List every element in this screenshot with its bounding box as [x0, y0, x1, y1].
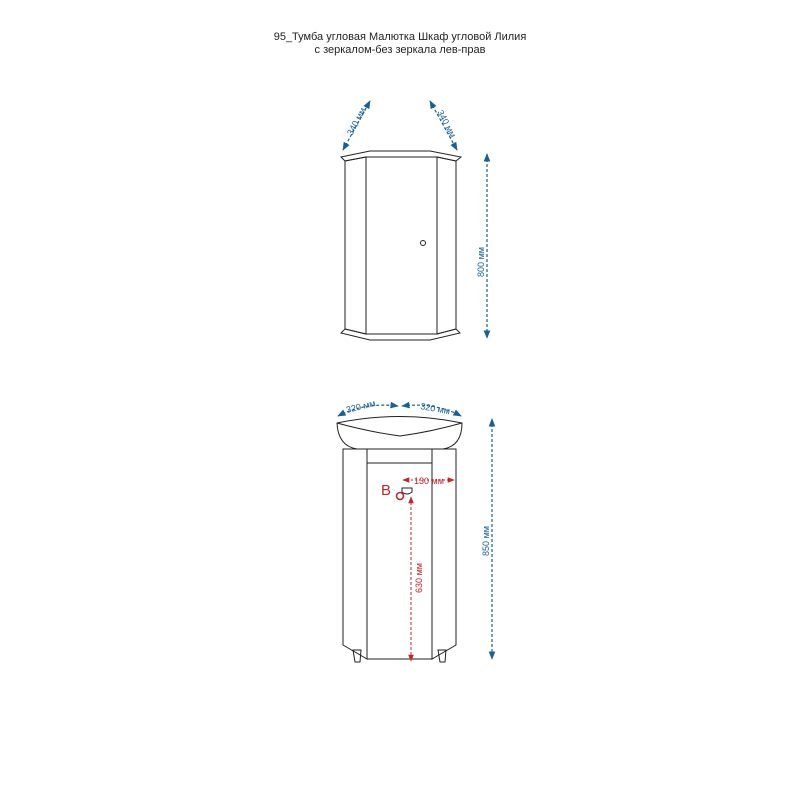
cabinet-depth-left-label: 340 мм [344, 105, 368, 137]
vanity-depth-right-label: 320 мм [419, 401, 451, 417]
cabinet-door [366, 157, 437, 334]
corner-vanity [337, 417, 462, 663]
vanity-left-side [343, 449, 367, 659]
outlet-circle [397, 493, 404, 500]
title-line-1: 95_Тумба угловая Малютка Шкаф угловой Лилия [273, 31, 527, 43]
title-line-2: с зеркалом-без зеркала лев-прав [314, 44, 486, 56]
cabinet-bottom-cap [341, 329, 460, 340]
vanity-height-label: 850 мм [481, 526, 491, 556]
cabinet-knob [421, 241, 426, 246]
corner-cabinet [341, 151, 461, 340]
cabinet-height-label: 800 мм [476, 247, 486, 277]
outlet-height-label: 630 мм [414, 563, 424, 593]
outlet-marker-label: B [381, 482, 392, 499]
siphon [402, 488, 412, 494]
vanity-depth-left-label: 320 мм [345, 398, 377, 415]
outlet-offset-label: 130 мм [414, 476, 444, 486]
sink-basin [337, 417, 462, 450]
cabinet-side [437, 157, 456, 334]
sink-rim [337, 423, 462, 436]
cabinet-depth-right-label: 340 мм [435, 108, 459, 140]
cabinet-top-cap [341, 151, 461, 161]
cabinet-body [345, 157, 366, 334]
